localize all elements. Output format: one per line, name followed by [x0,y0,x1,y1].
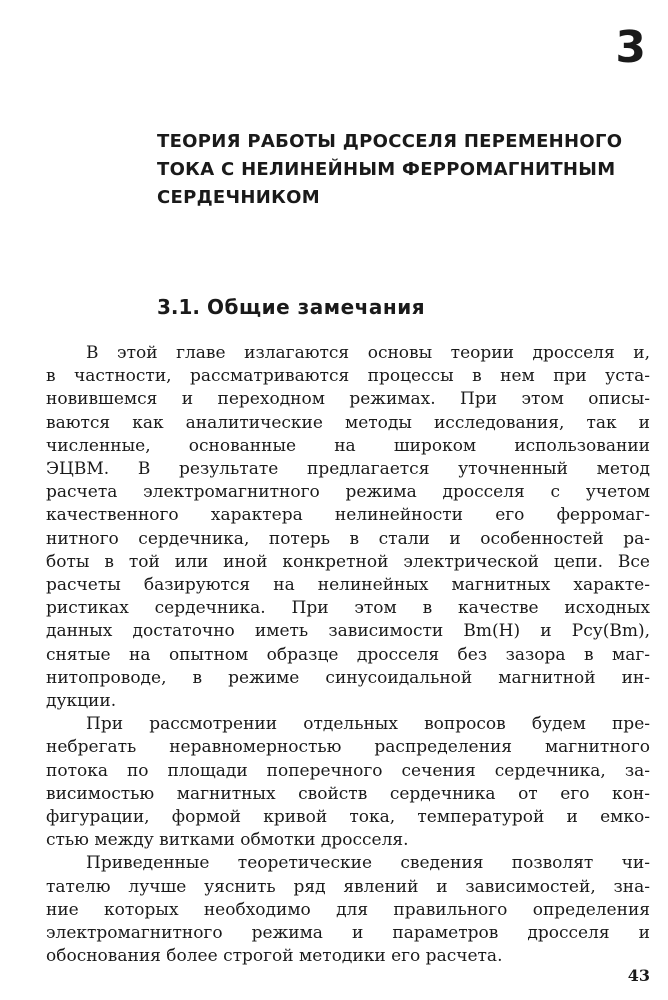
chapter-title-line: СЕРДЕЧНИКОМ [157,187,320,208]
text-line: ние которых необходимо для правильного определения [46,899,650,920]
text-line: тателю лучше уяснить ряд явлений и зависимостей, зна- [46,876,650,897]
text-line: висимостью магнитных свойств сердечника от его кон- [46,783,650,804]
text-line: ваются как аналитические методы исследования, так и [46,412,650,433]
text-line: Приведенные теоретические сведения позволят чи- [86,853,650,874]
text-line: ристиках сердечника. При этом в качестве исходных [46,598,650,619]
text-line: боты в той или иной конкретной электрической цепи. Все [46,551,650,572]
text-line: При рассмотрении отдельных вопросов будем пре- [86,714,650,735]
chapter-title-line: ТЕОРИЯ РАБОТЫ ДРОССЕЛЯ ПЕРЕМЕННОГО [157,131,623,152]
section-heading [157,293,425,321]
page-number: 43 [627,966,650,985]
text-line: качественного характера нелинейности его ферромаг- [46,505,650,526]
text-line: потока по площади поперечного сечения сердечника, за- [46,760,650,781]
chapter-title-line: ТОКА С НЕЛИНЕЙНЫМ ФЕРРОМАГНИТНЫМ [157,159,616,180]
text-line: дукции. [46,691,117,712]
chapter-number: 3 [615,22,646,73]
section-number: 3.1. [157,295,201,319]
text-line: в частности, рассматриваются процессы в нем при уста- [46,366,650,387]
text-line: новившемся и переходном режимах. При этом описы- [46,389,650,410]
text-line: электромагнитного режима и параметров дросселя и [46,923,650,944]
text-line: ЭЦВМ. В результате предлагается уточненный метод [46,459,650,480]
text-line: В этой главе излагаются основы теории дросселя и, [86,343,650,363]
chapter-title [157,128,652,212]
section-title: Общие замечания [207,295,426,319]
text-line: небрегать неравномерностью распределения магнитного [46,737,650,758]
text-line: обоснования более строгой методики его расчета. [46,946,503,967]
text-line: нитного сердечника, потерь в стали и особенностей ра- [46,528,650,549]
text-line: фигурации, формой кривой тока, температурой и емко- [46,807,650,828]
text-line: снятые на опытном образце дросселя без зазора в маг- [46,644,650,665]
text-line: стью между витками обмотки дросселя. [46,830,409,851]
text-line: нитопроводе, в режиме синусоидальной магнитной ин- [46,667,650,688]
text-line: расчета электромагнитного режима дросселя с учетом [46,482,650,503]
text-line: численные, основанные на широком использовании [46,435,650,456]
text-line: расчеты базируются на нелинейных магнитных характе- [46,575,650,596]
body-text [46,342,650,968]
text-line: данных достаточно иметь зависимости Bm(H) и Pсу(Bm), [46,621,650,642]
